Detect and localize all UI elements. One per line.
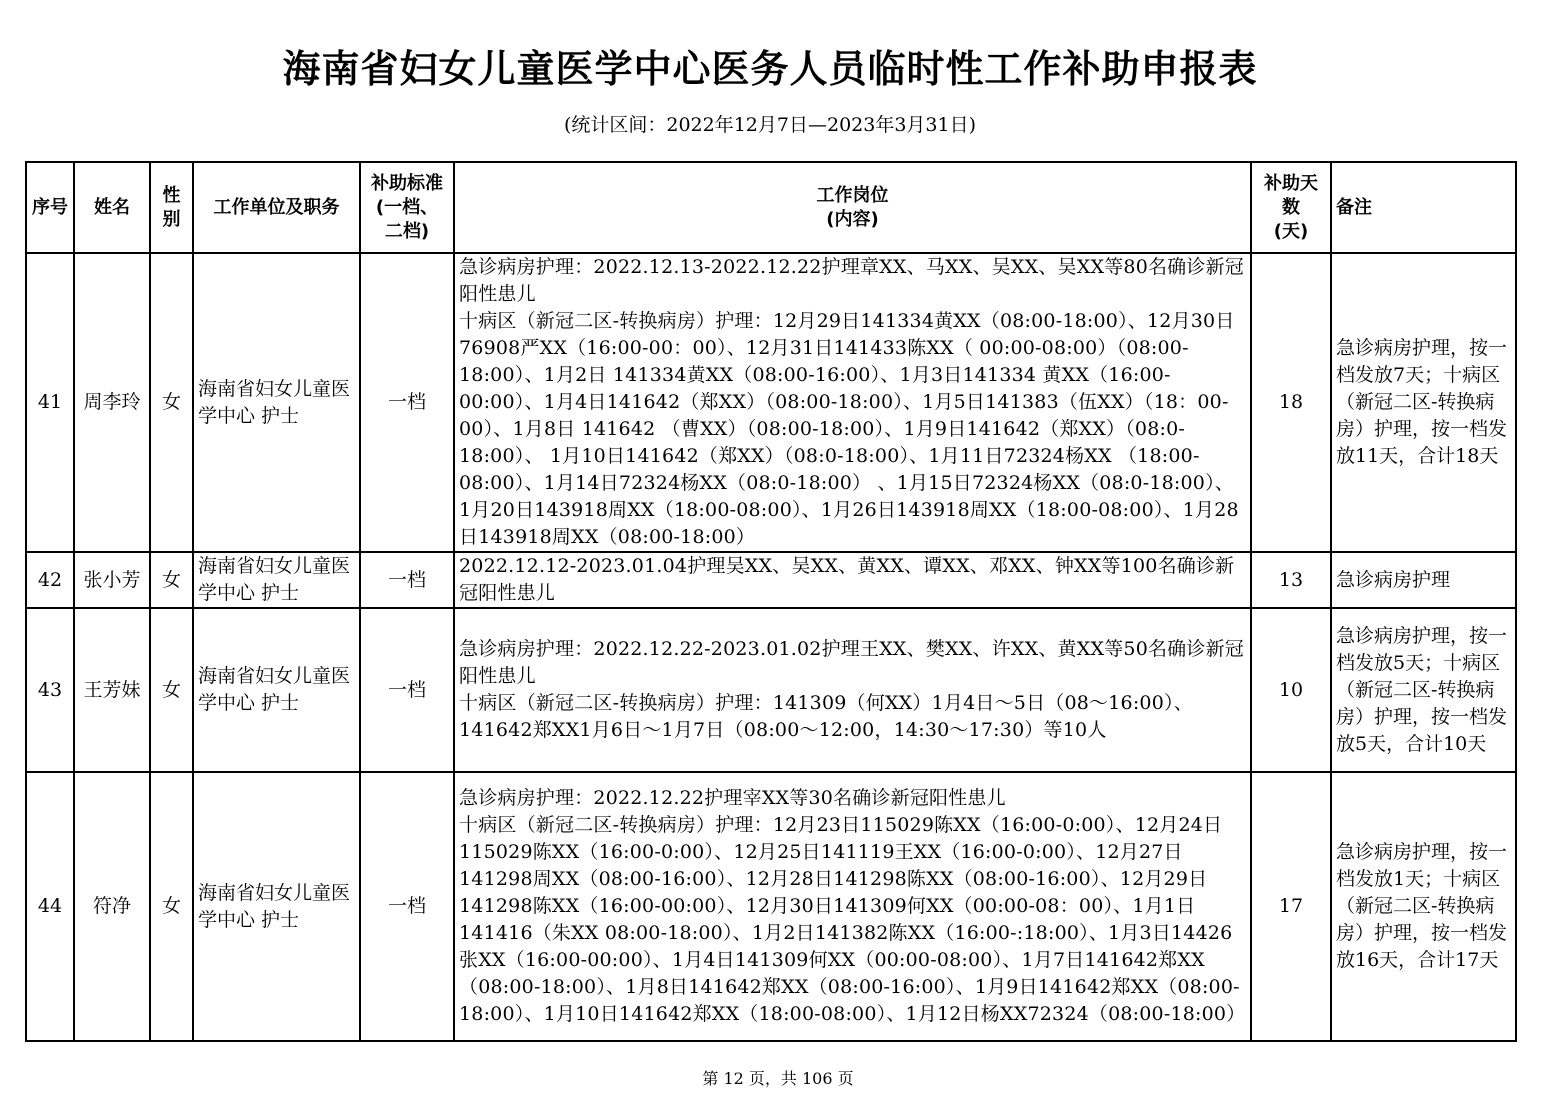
cell-post: 2022.12.12-2023.01.04护理吴XX、吴XX、黄XX、谭XX、邓XX、钟XX等100名确诊新冠阳性患儿 <box>454 552 1251 608</box>
cell-standard: 一档 <box>360 552 454 608</box>
cell-seq: 42 <box>26 552 74 608</box>
header-unit: 工作单位及职务 <box>193 162 360 253</box>
header-standard-line: (一档、 <box>375 196 439 218</box>
cell-standard: 一档 <box>360 772 454 1041</box>
cell-post: 急诊病房护理：2022.12.22-2023.01.02护理王XX、樊XX、许XX、黄XX等50名确诊新冠阳性患儿 十病区（新冠二区-转换病房）护理：141309（何XX）1月4日～5日（08～16:00）、141642郑XX1月6日～1月7日（08:00～12:00，14:30～17:30）等10人 <box>454 608 1251 772</box>
cell-post: 急诊病房护理：2022.12.13-2022.12.22护理章XX、马XX、吴XX、吴XX等80名确诊新冠阳性患儿 十病区（新冠二区-转换病房）护理：12月29日141334黄XX（08:00-18:00）、12月30日76908严XX（16:00-00：00）、12月31日141433陈XX（ 00:00-08:00）（08:00-18:00）、1月2日 141334黄XX（08:00-16:00）、1月3日141334 黄XX（16:00-00:00）、1月4日141642（郑XX）（08:00-18:00）、1月5日141383（伍XX）（18：00-00）、1月8日 141642 （曹XX）（08:00-18:00）、1月9日141642（郑XX）（08:0-18:00）、 1月10日141642（郑XX）（08:0-18:00）、1月11日72324杨XX （18:00-08:00）、1月14日72324杨XX（08:0-18:00） 、1月15日72324杨XX（08:0-18:00）、1月20日143918周XX（18:00-08:00）、1月26日143918周XX（18:00-08:00）、1月28日143918周XX（08:00-18:00） <box>454 253 1251 552</box>
cell-standard: 一档 <box>360 608 454 772</box>
header-seq: 序号 <box>26 162 74 253</box>
table-row <box>26 608 1516 772</box>
cell-note: 急诊病房护理 <box>1331 552 1516 608</box>
header-note: 备注 <box>1331 162 1516 253</box>
header-gender: 性别 <box>150 162 193 253</box>
cell-unit: 海南省妇女儿童医学中心 护士 <box>193 608 360 772</box>
cell-days: 13 <box>1251 552 1331 608</box>
cell-gender: 女 <box>150 253 193 552</box>
header-days-line: 补助天 <box>1264 172 1318 194</box>
header-post <box>454 162 1251 253</box>
header-days <box>1251 162 1331 253</box>
cell-seq: 44 <box>26 772 74 1041</box>
header-standard-line: 二档) <box>384 220 430 242</box>
cell-post: 急诊病房护理：2022.12.22护理宰XX等30名确诊新冠阳性患儿 十病区（新冠二区-转换病房）护理：12月23日115029陈XX（16:00-0:00）、12月24日115029陈XX（16:00-0:00）、12月25日141119王XX（16:00-0:00）、12月27日141298周XX（08:00-16:00）、12月28日141298陈XX（08:00-16:00）、12月29日141298陈XX（16:00-00:00）、12月30日141309何XX（00:00-08：00）、1月1日141416（朱XX 08:00-18:00）、1月2日141382陈XX（16:00-:18:00）、1月3日14426张XX（16:00-00:00）、1月4日141309何XX（00:00-08:00）、1月7日141642郑XX（08:00-18:00）、1月8日141642郑XX（08:00-16:00）、1月9日141642郑XX（08:00-18:00）、1月10日141642郑XX（18:00-08:00）、1月12日杨XX72324（08:00-18:00） <box>454 772 1251 1041</box>
cell-name: 张小芳 <box>74 552 150 608</box>
cell-seq: 41 <box>26 253 74 552</box>
header-standard <box>360 162 454 253</box>
subsidy-table <box>25 161 1517 1042</box>
cell-note: 急诊病房护理，按一档发放7天；十病区（新冠二区-转换病房）护理，按一档发放11天，合计18天 <box>1331 253 1516 552</box>
cell-name: 王芳妹 <box>74 608 150 772</box>
header-name: 姓名 <box>74 162 150 253</box>
header-days-line: (天) <box>1273 220 1309 242</box>
table-row <box>26 552 1516 608</box>
cell-name: 符净 <box>74 772 150 1041</box>
header-post-line: 工作岗位 <box>816 184 889 206</box>
table-header-row <box>26 162 1516 253</box>
cell-gender: 女 <box>150 608 193 772</box>
cell-days: 10 <box>1251 608 1331 772</box>
cell-unit: 海南省妇女儿童医学中心 护士 <box>193 552 360 608</box>
statistics-period: (统计区间：2022年12月7日—2023年3月31日) <box>563 114 977 136</box>
table-row <box>26 253 1516 552</box>
page-number: 第 12 页，共 106 页 <box>702 1069 854 1088</box>
cell-name: 周李玲 <box>74 253 150 552</box>
cell-unit: 海南省妇女儿童医学中心 护士 <box>193 772 360 1041</box>
cell-note: 急诊病房护理，按一档发放5天；十病区（新冠二区-转换病房）护理，按一档发放5天，合计10天 <box>1331 608 1516 772</box>
cell-gender: 女 <box>150 552 193 608</box>
cell-days: 17 <box>1251 772 1331 1041</box>
cell-seq: 43 <box>26 608 74 772</box>
cell-standard: 一档 <box>360 253 454 552</box>
cell-gender: 女 <box>150 772 193 1041</box>
header-post-line: (内容) <box>826 208 879 230</box>
cell-days: 18 <box>1251 253 1331 552</box>
page-title: 海南省妇女儿童医学中心医务人员临时性工作补助申报表 <box>282 47 1258 91</box>
cell-unit: 海南省妇女儿童医学中心 护士 <box>193 253 360 552</box>
table-row <box>26 772 1516 1041</box>
header-standard-line: 补助标准 <box>371 172 443 194</box>
cell-note: 急诊病房护理，按一档发放1天；十病区（新冠二区-转换病房）护理，按一档发放16天，合计17天 <box>1331 772 1516 1041</box>
header-days-line: 数 <box>1282 196 1300 218</box>
